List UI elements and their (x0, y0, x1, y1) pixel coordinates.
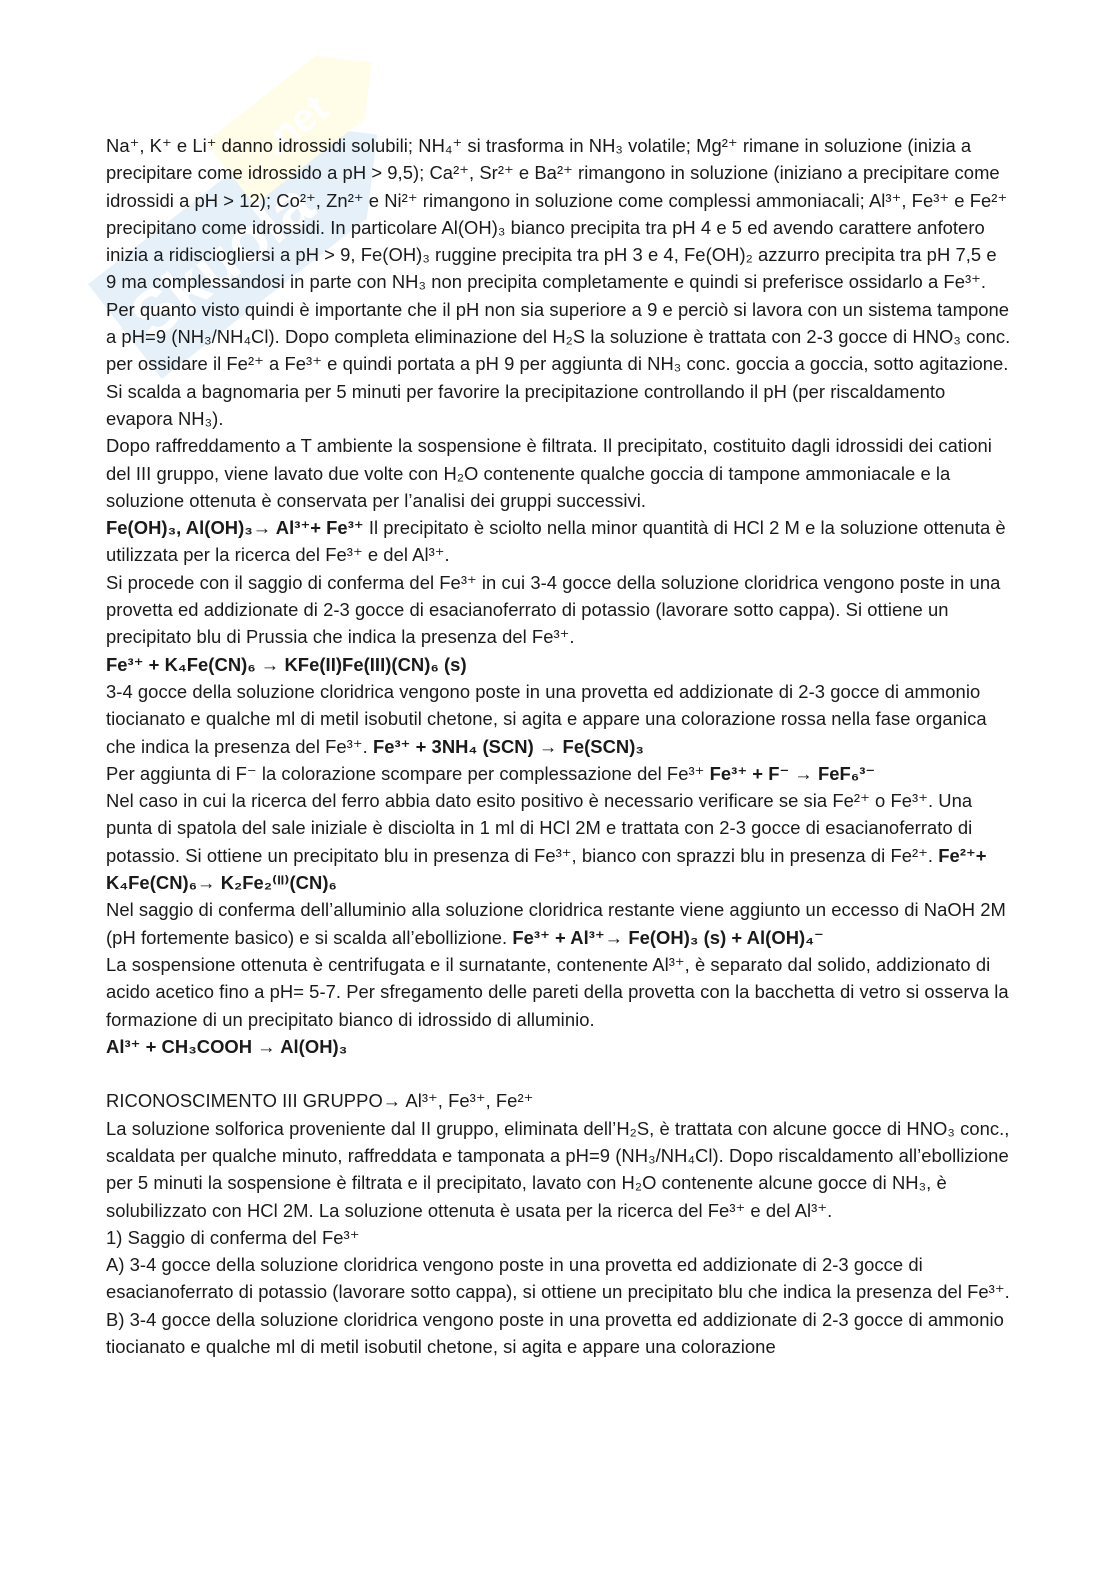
list-item-test-b: B) 3-4 gocce della soluzione cloridrica vengono poste in una provetta ed addizionate di 2-3 gocce di ammonio tiocianato e qualche ml di metil isobutil chetone, si agita e appare una colorazione (106, 1308, 1004, 1358)
paragraph-dissolution: Fe(OH)₃, Al(OH)₃→ Al³⁺+ Fe³⁺ Il precipitato è sciolto nella minor quantità di HCl 2 M e la soluzione ottenuta è utilizzata per la ricerca del Fe³⁺ e del Al³⁺. (106, 517, 1006, 566)
list-item-fe3-confirmation: 1) Saggio di conferma del Fe³⁺ (106, 1226, 360, 1248)
paragraph-aluminium-confirmation: Nel saggio di conferma dell’alluminio alla soluzione cloridrica restante viene aggiunto un eccesso di NaOH 2M (pH fortemente basico) e si scalda all’ebollizione. Fe³⁺ + Al³⁺→ Fe(OH)₃ (s) + Al(OH)₄⁻ (106, 899, 1006, 948)
paragraph-sulfuric-solution: La soluzione solforica proveniente dal II gruppo, eliminata dell’H₂S, è trattata con alcune gocce di HNO₃ conc., scaldata per qualche minuto, raffreddata e tamponata a pH=9 (NH₃/NH₄Cl). Dopo riscaldamento all’ebollizione per 5 minuti la sospensione è filtrata e il precipitato, lavato con H₂O contenente alcune gocce di NH₃, è solubilizzato con HCl 2M. La soluzione ottenuta è usata per la ricerca del Fe³⁺ e del Al³⁺. (106, 1117, 1010, 1221)
reaction-prussian-blue: Fe³⁺ + K₄Fe(CN)₆ → KFe(II)Fe(III)(CN)₆ (s) (106, 653, 467, 675)
paragraph-fe2-fe3-distinction: Nel caso in cui la ricerca del ferro abbia dato esito positivo è necessario verificare se sia Fe²⁺ o Fe³⁺. Una punta di spatola del sale iniziale è disciolta in 1 ml di HCl 2M e trattata con 2-3 gocce di esacianoferrato di potassio. Si ottiene un precipitato blu in presenza di Fe³⁺, bianco con sprazzi blu in presenza di Fe²⁺. Fe²⁺+ K₄Fe(CN)₆→ K₂Fe₂⁽ᴵᴵ⁾(CN)₆ (106, 790, 987, 894)
reaction-formula: Fe³⁺ + F⁻ → FeF₆³⁻ (709, 762, 876, 784)
list-item-test-a: A) 3-4 gocce della soluzione cloridrica vengono poste in una provetta ed addizionate di 2-3 gocce di esacianoferrato di potassio (lavorare sotto cappa), si ottiene un precipitato blu che indica la presenza del Fe³⁺. (106, 1254, 1010, 1303)
svg-text:Skuola: Skuola (116, 167, 327, 354)
paragraph-filtration: Dopo raffreddamento a T ambiente la sospensione è filtrata. Il precipitato, costituito dagli idrossidi dei cationi del III gruppo, viene lavato due volte con H₂O contenente qualche goccia di tampone ammoniacale e la soluzione ottenuta è conservata per l’analisi dei gruppi successivi. (106, 435, 992, 511)
reaction-formula: Fe³⁺ + Al³⁺→ Fe(OH)₃ (s) + Al(OH)₄⁻ (512, 926, 824, 948)
reaction-formula: Fe(OH)₃, Al(OH)₃→ Al³⁺+ Fe³⁺ (106, 517, 364, 539)
reaction-formula: Fe³⁺ + 3NH₄ (SCN) → Fe(SCN)₃ (372, 735, 644, 757)
paragraph-thiocyanate-test: 3-4 gocce della soluzione cloridrica vengono poste in una provetta ed addizionate di 2-3 gocce di ammonio tiocianato e qualche ml di metil isobutil chetone, si agita e appare una colorazione rossa nella fase organica che indica la presenza del Fe³⁺. Fe³⁺ + 3NH₄ (SCN) → Fe(SCN)₃ (106, 680, 987, 757)
svg-text:.net: .net (253, 86, 337, 165)
blank-line (106, 1060, 1011, 1087)
paragraph-cation-behaviour: Na⁺, K⁺ e Li⁺ danno idrossidi solubili; NH₄⁺ si trasforma in NH₃ volatile; Mg²⁺ rimane in soluzione (inizia a precipitare come idrossido a pH > 9,5); Ca²⁺, Sr²⁺ e Ba²⁺ rimangono in soluzione (iniziano a precipitare come idrossidi a pH > 12); Co²⁺, Zn²⁺ e Ni²⁺ rimangono in soluzione come complessi ammoniacali; Al³⁺, Fe³⁺ e Fe²⁺ precipitano come idrossidi. In particolare Al(OH)₃ bianco precipita tra pH 4 e 5 ed avendo carattere anfotero inizia a ridisciogliersi a pH > 9, Fe(OH)₃ ruggine precipita tra pH 3 e 4, Fe(OH)₂ azzurro precipita tra pH 7,5 e 9 ma complessandosi in parte con NH₃ non precipita completamente e quindi si preferisce ossidarlo a Fe³⁺. (106, 135, 1008, 293)
section-heading-group-iii: RICONOSCIMENTO III GRUPPO→ Al³⁺, Fe³⁺, Fe²⁺ (106, 1090, 534, 1112)
paragraph-fe3-confirmation: Si procede con il saggio di conferma del Fe³⁺ in cui 3-4 gocce della soluzione cloridrica vengono poste in una provetta ed addizionate di 2-3 gocce di esacianoferrato di potassio (lavorare sotto cappa). Si ottiene un precipitato blu di Prussia che indica la presenza del Fe³⁺. (106, 571, 1001, 648)
paragraph-centrifugation: La sospensione ottenuta è centrifugata e il surnatante, contenente Al³⁺, è separato dal solido, addizionato di acido acetico fino a pH= 5-7. Per sfregamento delle pareti della provetta con la bacchetta di vetro si osserva la formazione di un precipitato bianco di idrossido di alluminio. (106, 953, 1009, 1030)
document-body (106, 132, 1011, 1360)
reaction-formula: Fe²⁺+ K₄Fe(CN)₆→ K₂Fe₂⁽ᴵᴵ⁾(CN)₆ (106, 844, 987, 894)
paragraph-buffer-ph9: Per quanto visto quindi è importante che il pH non sia superiore a 9 e perciò si lavora con un sistema tampone a pH=9 (NH₃/NH₄Cl). Dopo completa eliminazione del H₂S la soluzione è trattata con 2-3 gocce di HNO₃ conc. per ossidare il Fe²⁺ a Fe³⁺ e quindi portata a pH 9 per aggiunta di NH₃ conc. goccia a goccia, sotto agitazione. Si scalda a bagnomaria per 5 minuti per favorire la precipitazione controllando il pH (per riscaldamento evapora NH₃). (106, 298, 1011, 429)
reaction-aluminium-hydroxide: Al³⁺ + CH₃COOH → Al(OH)₃ (106, 1035, 348, 1057)
paragraph-fluoride-test: Per aggiunta di F⁻ la colorazione scompare per complessazione del Fe³⁺ Fe³⁺ + F⁻ → FeF₆³⁻ (106, 762, 876, 784)
